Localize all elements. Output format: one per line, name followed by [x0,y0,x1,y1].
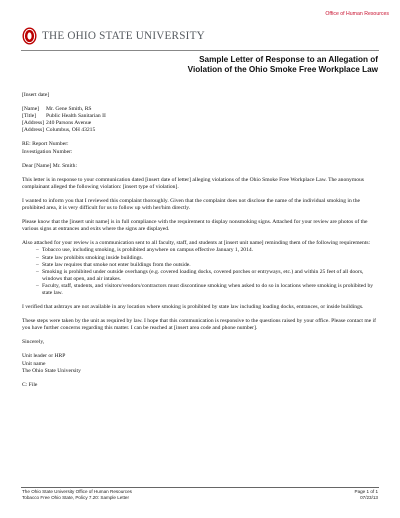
footer-date: 07/23/13 [360,494,378,500]
page-number: Page 1 of 1 [354,489,378,494]
re-investigation-number: Investigation Number: [22,148,73,155]
page-footer [22,489,378,500]
letter-body [22,92,378,389]
address-label: [Title] [22,113,37,120]
list-item: – Faculty, staff, students, and visitors/vendors/contractors must discontinue smoking when asked to do so in locations where smoking is prohibited by state law. [36,282,374,296]
university-logo [22,27,205,45]
list-item: – State law prohibits smoking inside buildings. [36,254,143,261]
address-value: Columbus, OH 43215 [46,127,96,134]
paragraph-2: I wanted to inform you that I reviewed this complaint thoroughly. Given that the complaint does not disclose the name of the individual smoking in the prohibited area, it is very difficult for us to follow up with her/him directly. [22,197,360,212]
footer-org: The Ohio State University Office of Human Resources [22,489,132,494]
header-divider [21,50,379,51]
re-report-number: RE: Report Number: [22,141,69,148]
document-title [188,55,378,75]
address-label: [Address] [22,120,45,127]
salutation: Dear [Name] Mr. Smith: [22,162,77,169]
cc-line: C: File [22,381,38,388]
signature-line-2: Unit name [22,360,46,367]
paragraph-3: Please know that the [insert unit name] is in full compliance with the requirement to display nonsmoking signs. Attached for your review are photos of the various signs at entrances and exits where the signs are displayed. [22,219,368,233]
address-value: Public Health Sanitarian II [46,113,106,120]
address-label: [Name] [22,106,40,113]
list-item: – Tobacco use, including smoking, is prohibited anywhere on campus effective January 1, 2014. [36,247,254,254]
university-wordmark: THE OHIO STATE UNIVERSITY [42,30,205,42]
recipient-address [22,106,378,134]
title-line-2: Violation of the Ohio Smoke Free Workplace Law [187,65,378,74]
list-item: – Smoking is prohibited under outside overhangs (e.g. covered loading docks, covered porches or entryways, etc.) and within 25 feet of all doors, windows that open, and air intakes. [36,268,364,282]
address-value: 240 Parsons Avenue [46,120,92,127]
signature-line-3: The Ohio State University [22,367,81,374]
letter-date: [Insert date] [22,92,50,98]
footer-policy: Tobacco Free Ohio State, Policy 7.20: Sample Letter [22,494,129,500]
department-label: Office of Human Resources [325,11,389,17]
paragraph-5: I verified that ashtrays are not available in any location where smoking is prohibited by state law including loading docks, entrances, or inside buildings. [22,304,364,311]
paragraph-6: These steps were taken by the unit as required by law. I hope that this communication is responsive to the questions raised by your office. Please contact me if you have further concerns regarding this matter. I can be reached at [insert area code and phone number]. [22,318,377,332]
closing: Sincerely, [22,339,45,346]
block-o-icon [22,27,37,45]
title-line-1: Sample Letter of Response to an Allegation of [199,55,378,64]
footer-divider [21,487,379,488]
requirements-list [36,247,378,297]
address-value: Mr. Gene Smith, RS [46,106,92,113]
list-item: – State law requires that smoke not enter buildings from the outside. [36,261,191,268]
paragraph-4: Also attached for your review is a communication sent to all faculty, staff, and students at [insert unit name] reminding them of the following requirements: [22,240,371,247]
paragraph-1: This letter is in response to your communication dated [insert date of letter] alleging violations of the Ohio Smoke Free Workplace Law. The anonymous complainant alleged the following violation: [insert type of violation]. [22,176,364,190]
signature-line-1: Unit leader or HRP [22,353,66,360]
address-label: [Address] [22,127,45,134]
